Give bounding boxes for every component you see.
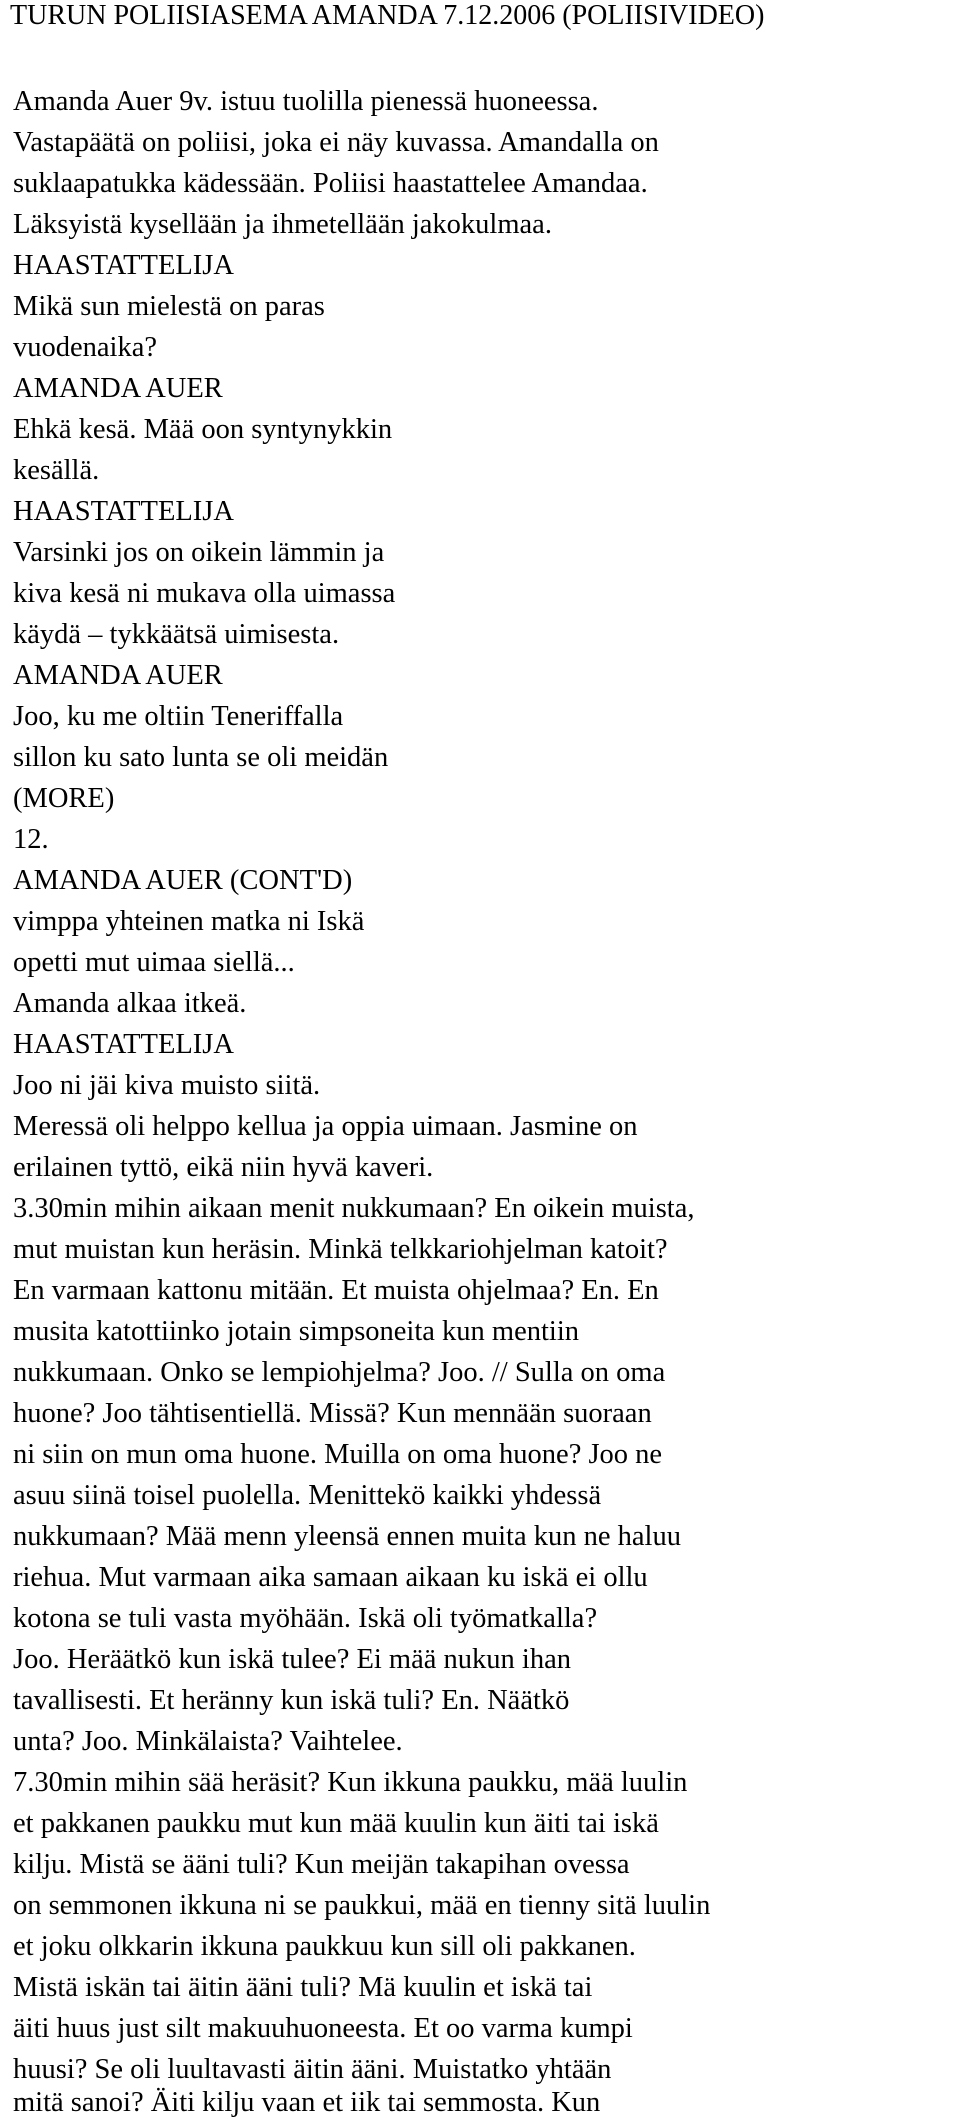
dialogue-line: käydä – tykkäätsä uimisesta. (13, 619, 340, 650)
text-line: En varmaan kattonu mitään. Et muista ohjelmaa? En. En (13, 1275, 659, 1306)
text-line: huone? Joo tähtisentiellä. Missä? Kun mennään suoraan (13, 1398, 652, 1429)
text-line: 7.30min mihin sää heräsit? Kun ikkuna paukku, mää luulin (13, 1767, 688, 1798)
text-line: mitä sanoi? Äiti kilju vaan et iik tai semmosta. Kun (13, 2087, 601, 2118)
text-line: Meressä oli helppo kellua ja oppia uimaan. Jasmine on (13, 1111, 638, 1142)
text-line: riehua. Mut varmaan aika samaan aikaan ku iskä ei ollu (13, 1562, 648, 1593)
text-line: Joo. Heräätkö kun iskä tulee? Ei mää nukun ihan (13, 1644, 571, 1675)
text-line: unta? Joo. Minkälaista? Vaihtelee. (13, 1726, 403, 1757)
speaker-name: AMANDA AUER (13, 373, 223, 404)
action-line: Amanda alkaa itkeä. (13, 988, 247, 1019)
text-line: Mistä iskän tai äitin ääni tuli? Mä kuulin et iskä tai (13, 1972, 593, 2003)
speaker-name: AMANDA AUER (13, 660, 223, 691)
text-line: äiti huus just silt makuuhuoneesta. Et oo varma kumpi (13, 2013, 633, 2044)
document-title: TURUN POLIISIASEMA AMANDA 7.12.2006 (POLIISIVIDEO) (10, 0, 765, 31)
text-line: ni siin on mun oma huone. Muilla on oma huone? Joo ne (13, 1439, 663, 1470)
more-marker: (MORE) (13, 783, 115, 814)
dialogue-line: kesällä. (13, 455, 100, 486)
text-line: 3.30min mihin aikaan menit nukkumaan? En oikein muista, (13, 1193, 695, 1224)
dialogue-line: vimppa yhteinen matka ni Iskä (13, 906, 365, 937)
dialogue-line: Joo, ku me oltiin Teneriffalla (13, 701, 344, 732)
speaker-name: HAASTATTELIJA (13, 250, 234, 281)
text-line: Vastapäätä on poliisi, joka ei näy kuvassa. Amandalla on (13, 127, 659, 158)
text-line: Amanda Auer 9v. istuu tuolilla pienessä huoneessa. (13, 86, 599, 117)
text-line: mut muistan kun heräsin. Minkä telkkariohjelman katoit? (13, 1234, 668, 1265)
text-line: Läksyistä kysellään ja ihmetellään jakokulmaa. (13, 209, 552, 240)
dialogue-line: sillon ku sato lunta se oli meidän (13, 742, 389, 773)
text-line: musita katottiinko jotain simpsoneita kun mentiin (13, 1316, 579, 1347)
text-line: on semmonen ikkuna ni se paukkui, mää en tienny sitä luulin (13, 1890, 711, 1921)
speaker-name: HAASTATTELIJA (13, 496, 234, 527)
text-line: kotona se tuli vasta myöhään. Iskä oli työmatkalla? (13, 1603, 598, 1634)
dialogue-line: Ehkä kesä. Mää oon syntynykkin (13, 414, 393, 445)
text-line: asuu siinä toisel puolella. Menittekö kaikki yhdessä (13, 1480, 602, 1511)
dialogue-line: vuodenaika? (13, 332, 158, 363)
page-number: 12. (13, 824, 49, 855)
text-line: huusi? Se oli luultavasti äitin ääni. Muistatko yhtään (13, 2054, 612, 2085)
text-line: kilju. Mistä se ääni tuli? Kun meijän takapihan ovessa (13, 1849, 630, 1880)
dialogue-line: Varsinki jos on oikein lämmin ja (13, 537, 385, 568)
text-line: et joku olkkarin ikkuna paukkuu kun sill oli pakkanen. (13, 1931, 636, 1962)
dialogue-line: Mikä sun mielestä on paras (13, 291, 325, 322)
text-line: suklaapatukka kädessään. Poliisi haastattelee Amandaa. (13, 168, 648, 199)
text-line: tavallisesti. Et heränny kun iskä tuli? En. Näätkö (13, 1685, 570, 1716)
speaker-name: AMANDA AUER (CONT'D) (13, 865, 353, 896)
text-line: erilainen tyttö, eikä niin hyvä kaveri. (13, 1152, 434, 1183)
speaker-name: HAASTATTELIJA (13, 1029, 234, 1060)
text-line: et pakkanen paukku mut kun mää kuulin kun äiti tai iskä (13, 1808, 659, 1839)
dialogue-line: Joo ni jäi kiva muisto siitä. (13, 1070, 321, 1101)
text-line: nukkumaan? Mää menn yleensä ennen muita kun ne haluu (13, 1521, 681, 1552)
text-line: nukkumaan. Onko se lempiohjelma? Joo. // Sulla on oma (13, 1357, 666, 1388)
dialogue-line: opetti mut uimaa siellä... (13, 947, 295, 978)
dialogue-line: kiva kesä ni mukava olla uimassa (13, 578, 396, 609)
